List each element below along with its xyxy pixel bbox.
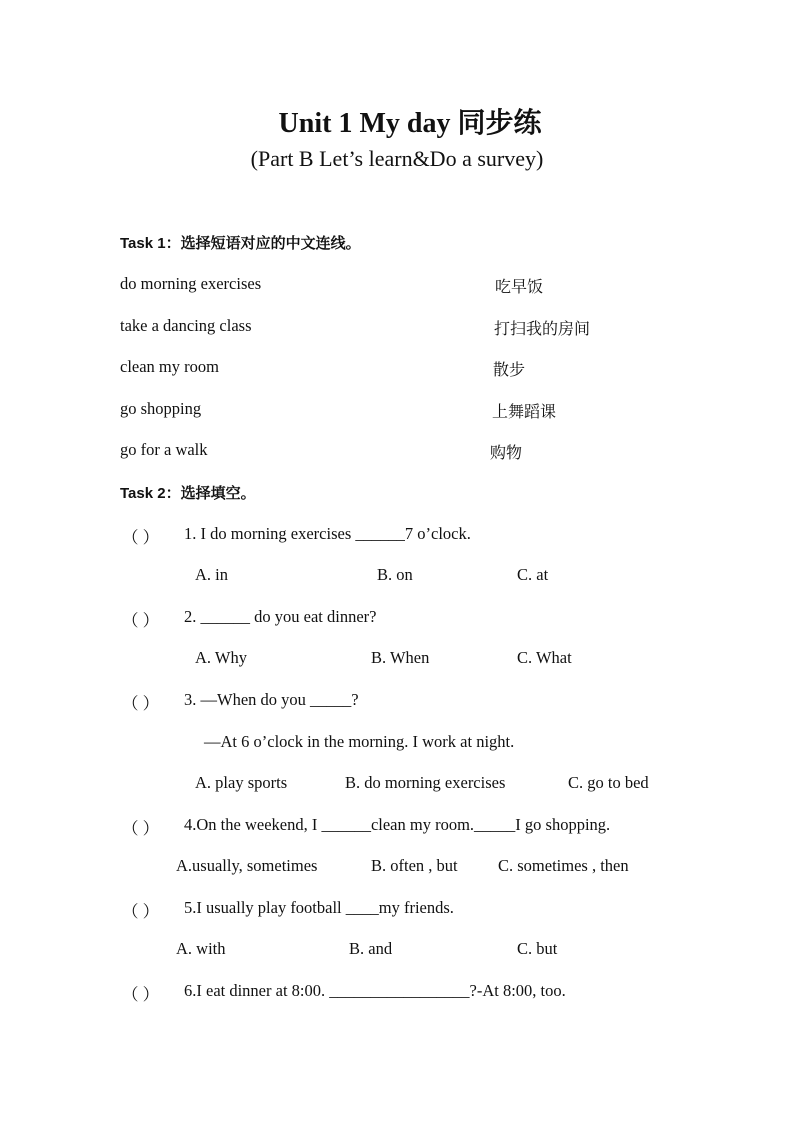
option-a: A. Why (195, 648, 247, 667)
option-a: A. in (195, 565, 228, 584)
option-c: C. sometimes , then (498, 856, 629, 875)
question-text: 2. ______ do you eat dinner? (184, 607, 377, 626)
question-text: 3. —When do you _____? (184, 690, 359, 709)
question-text: 4.On the weekend, I ______clean my room._____I go shopping. (184, 815, 611, 834)
answer-blank[interactable]: （ ） (122, 528, 160, 547)
task1-english-item: go for a walk (120, 440, 208, 459)
question-text: 5.I usually play football ____my friends. (184, 898, 454, 917)
task1-chinese-item: 吃早饭 (495, 277, 544, 296)
task1-chinese-item: 打扫我的房间 (494, 319, 591, 338)
option-c: C. What (517, 648, 572, 667)
task2-heading: Task 2：选择填空。 (120, 485, 256, 502)
option-b: B. on (377, 565, 413, 584)
option-a: A.usually, sometimes (176, 856, 318, 875)
answer-blank[interactable]: （ ） (122, 694, 160, 713)
answer-blank[interactable]: （ ） (122, 902, 160, 921)
question-text: 1. I do morning exercises ______7 o’clock. (184, 524, 471, 543)
page-title: Unit 1 My day 同步练 (278, 108, 542, 139)
answer-blank[interactable]: （ ） (122, 985, 160, 1004)
task1-heading: Task 1：选择短语对应的中文连线。 (120, 235, 361, 252)
option-b: B. and (349, 939, 393, 958)
question-reply: —At 6 o’clock in the morning. I work at night. (204, 732, 515, 751)
answer-blank[interactable]: （ ） (122, 611, 160, 630)
option-c: C. at (517, 565, 549, 584)
answer-blank[interactable]: （ ） (122, 819, 160, 838)
task1-english-item: take a dancing class (120, 316, 252, 335)
option-b: B. often , but (371, 856, 458, 875)
page-subtitle: (Part B Let’s learn&Do a survey) (250, 146, 544, 171)
option-c: C. go to bed (568, 773, 649, 792)
task1-chinese-item: 购物 (490, 443, 523, 462)
option-b: B. do morning exercises (345, 773, 506, 792)
task1-english-item: do morning exercises (120, 274, 262, 293)
task1-chinese-item: 上舞蹈课 (492, 402, 557, 421)
option-a: A. play sports (195, 773, 288, 792)
task1-english-item: go shopping (120, 399, 202, 418)
option-c: C. but (517, 939, 558, 958)
question-text: 6.I eat dinner at 8:00. _________________?-At 8:00, too. (184, 981, 566, 1000)
task1-english-item: clean my room (120, 357, 219, 376)
task1-chinese-item: 散步 (493, 360, 526, 379)
option-a: A. with (176, 939, 226, 958)
option-b: B. When (371, 648, 430, 667)
